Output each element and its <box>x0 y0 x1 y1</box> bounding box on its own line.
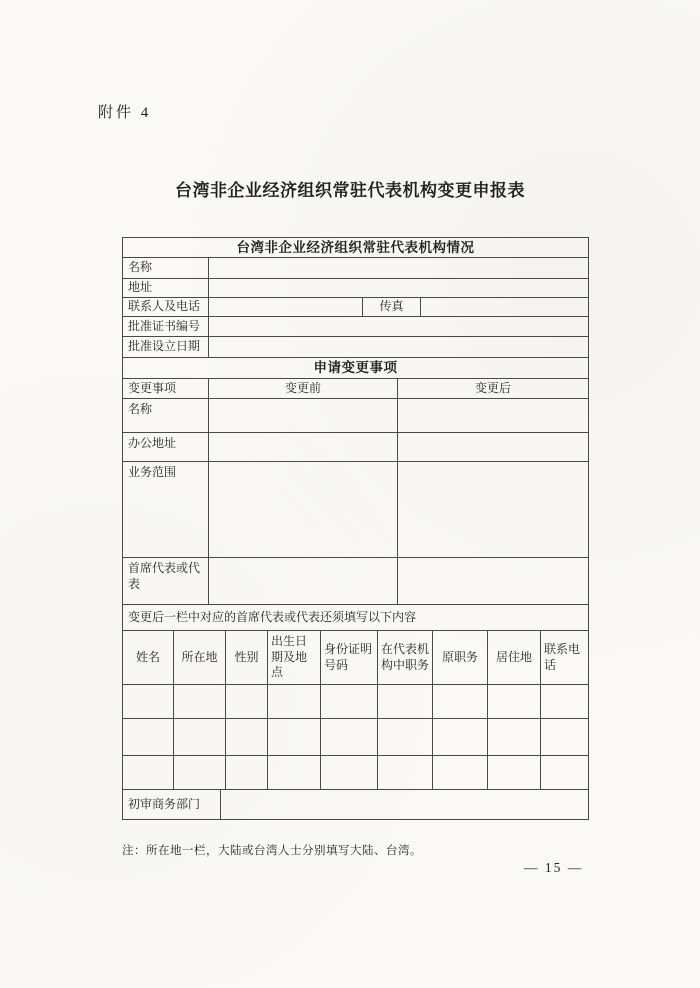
footnote: 注：所在地一栏，大陆或台湾人士分别填写大陆、台湾。 <box>122 845 422 857</box>
change-name-label: 名称 <box>123 399 209 432</box>
page-number: — 15 — <box>524 860 584 875</box>
rep-empty-row <box>123 719 588 756</box>
chief-rep-after-cell <box>398 558 588 604</box>
empty-cell <box>541 756 588 789</box>
change-items-header: 申请变更事项 <box>313 360 398 376</box>
col-header-id-number: 身份证明号码 <box>321 631 378 684</box>
fax-label: 传真 <box>363 298 421 316</box>
name-value-cell <box>209 258 588 278</box>
empty-cell <box>488 719 541 755</box>
empty-cell <box>378 719 433 755</box>
empty-cell <box>123 756 174 789</box>
org-info-header: 台湾非企业经济组织常驻代表机构情况 <box>236 239 475 255</box>
empty-cell <box>174 756 226 789</box>
address-label: 地址 <box>123 279 209 297</box>
change-name-after-cell <box>398 399 588 432</box>
row-contact <box>123 298 588 317</box>
row-change-columns <box>123 379 588 399</box>
rep-empty-row <box>123 685 588 719</box>
col-header-location: 所在地 <box>174 631 226 684</box>
office-address-before-cell <box>209 433 398 461</box>
before-col-label: 变更前 <box>209 379 398 398</box>
empty-cell <box>433 685 488 718</box>
office-address-label: 办公地址 <box>123 433 209 461</box>
business-scope-label: 业务范围 <box>123 462 209 557</box>
business-scope-after-cell <box>398 462 588 557</box>
establish-date-label: 批准设立日期 <box>123 337 209 357</box>
empty-cell <box>268 756 321 789</box>
empty-cell <box>488 756 541 789</box>
row-change-business-scope <box>123 462 588 558</box>
empty-cell <box>174 685 226 718</box>
col-header-name: 姓名 <box>123 631 174 684</box>
empty-cell <box>433 756 488 789</box>
change-item-col-label: 变更事项 <box>123 379 209 398</box>
col-header-residence: 居住地 <box>488 631 541 684</box>
empty-cell <box>541 685 588 718</box>
name-label: 名称 <box>123 258 209 278</box>
rep-instruction: 变更后一栏中对应的首席代表或代表还须填写以下内容 <box>128 609 417 624</box>
change-name-before-cell <box>209 399 398 432</box>
empty-cell <box>321 685 378 718</box>
col-header-former-position: 原职务 <box>433 631 488 684</box>
empty-cell <box>378 685 433 718</box>
row-name <box>123 258 588 279</box>
empty-cell <box>378 756 433 789</box>
contact-value-cell <box>209 298 363 316</box>
empty-cell <box>488 685 541 718</box>
rep-empty-row <box>123 756 588 790</box>
review-department-label: 初审商务部门 <box>123 790 221 819</box>
row-review-department <box>123 790 588 819</box>
row-change-chief-rep <box>123 558 588 605</box>
col-header-gender: 性别 <box>226 631 268 684</box>
form-table <box>122 237 589 820</box>
chief-rep-before-cell <box>209 558 398 604</box>
certificate-value-cell <box>209 317 588 336</box>
empty-cell <box>541 719 588 755</box>
page-title: 台湾非企业经济组织常驻代表机构变更申报表 <box>175 181 525 200</box>
empty-cell <box>123 719 174 755</box>
fax-value-cell <box>421 298 588 316</box>
establish-date-value-cell <box>209 337 588 357</box>
office-address-after-cell <box>398 433 588 461</box>
row-rep-instruction <box>123 605 588 631</box>
col-header-office-position: 在代表机构中职务 <box>378 631 433 684</box>
contact-label: 联系人及电话 <box>123 298 209 316</box>
review-department-value-cell <box>221 790 588 819</box>
empty-cell <box>268 685 321 718</box>
business-scope-before-cell <box>209 462 398 557</box>
col-header-phone: 联系电话 <box>544 641 581 672</box>
certificate-label: 批准证书编号 <box>123 317 209 336</box>
empty-cell <box>321 756 378 789</box>
row-establish-date <box>123 337 588 358</box>
row-certificate <box>123 317 588 337</box>
empty-cell <box>226 685 268 718</box>
row-change-name <box>123 399 588 433</box>
after-col-label: 变更后 <box>474 380 511 395</box>
empty-cell <box>226 719 268 755</box>
col-header-birth: 出生日期及地点 <box>268 631 321 684</box>
empty-cell <box>268 719 321 755</box>
empty-cell <box>321 719 378 755</box>
empty-cell <box>226 756 268 789</box>
row-address <box>123 279 588 298</box>
chief-rep-label: 首席代表或代表 <box>123 558 209 604</box>
row-change-office-address <box>123 433 588 462</box>
address-value-cell <box>209 279 588 297</box>
row-rep-columns <box>123 631 588 685</box>
empty-cell <box>123 685 174 718</box>
attachment-label: 附件 4 <box>98 105 152 121</box>
empty-cell <box>433 719 488 755</box>
section-change-items-header-row <box>123 358 588 379</box>
empty-cell <box>174 719 226 755</box>
section-org-info-header-row <box>123 238 588 258</box>
